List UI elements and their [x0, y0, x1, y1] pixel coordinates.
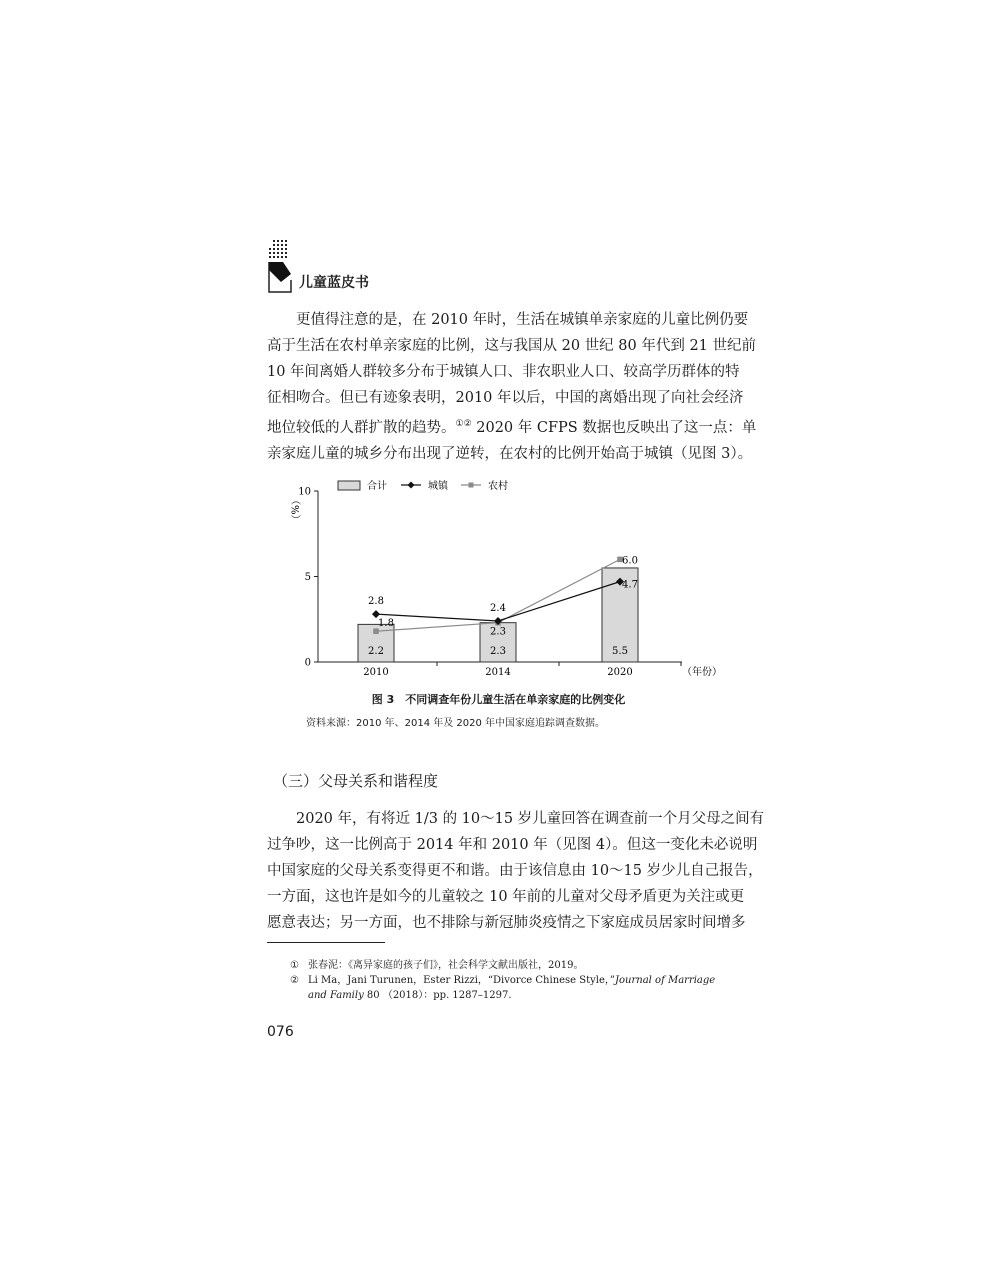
legend-label-urban: 城镇 — [428, 481, 448, 492]
legend-label-total: 合计 — [367, 481, 387, 492]
y-axis-label: （%） — [288, 495, 300, 525]
journal-title: Journal of Marriage and Family — [308, 975, 716, 1001]
series-line-urban — [376, 582, 620, 621]
x-tick-label: 2020 — [607, 667, 633, 678]
urban-value-label: 2.4 — [490, 602, 506, 614]
footnote-text: 张春泥：《离异家庭的孩子们》，社会科学文献出版社，2019。 — [308, 960, 584, 971]
marker-rural — [373, 628, 379, 634]
footnote-2 — [292, 973, 732, 1003]
text-line: 一方面，这也许是如今的儿童较之 10 年前的儿童对父母矛盾更为关注或更 — [267, 889, 745, 905]
body-paragraph-1 — [267, 307, 757, 467]
text-line: 亲家庭儿童的城乡分布出现了逆转，在农村的比例开始高于城镇（见图 3）。 — [267, 445, 753, 462]
x-axis-label: （年份） — [682, 667, 722, 678]
legend-label-rural: 农村 — [488, 481, 508, 492]
x-tick-label: 2014 — [485, 667, 511, 678]
text-line: 2020 年，有将近 1/3 的 10～15 岁儿童回答在调查前一个月父母之间有 — [296, 811, 765, 827]
y-tick-label: 10 — [298, 486, 311, 498]
urban-value-label: 2.8 — [368, 596, 384, 608]
running-header-title: 儿童蓝皮书 — [299, 275, 369, 291]
footnote-mark: ② — [290, 975, 299, 986]
footnote-text: Li Ma，Jani Turunen，Ester Rizzi，“Divorce Chinese Style，” — [308, 975, 616, 986]
rural-value-label: 2.3 — [490, 626, 506, 638]
marker-urban — [372, 610, 380, 618]
rural-value-label: 6.0 — [622, 555, 638, 567]
legend-marker-urban — [408, 482, 415, 489]
text-line: 愿意表达；另一方面，也不排除与新冠肺炎疫情之下家庭成员居家时间增多 — [267, 915, 746, 931]
text-line: 更值得注意的是，在 2010 年时，生活在城镇单亲家庭的儿童比例仍要 — [296, 312, 749, 328]
chart-legend — [338, 479, 508, 492]
bar-value-label: 2.3 — [490, 646, 506, 657]
text-line — [267, 411, 757, 441]
figure-3-chart — [270, 470, 730, 685]
y-tick-label: 5 — [304, 572, 311, 583]
legend-swatch-total — [338, 481, 360, 490]
legend-marker-rural — [469, 483, 474, 488]
text-line: 10 年间离婚人群较多分布于城镇人口、非农职业人口、较高学历群体的特 — [267, 364, 740, 380]
body-paragraph-2 — [267, 806, 765, 936]
footnote-text: 80 （2018）：pp. 1287–1297. — [363, 990, 512, 1001]
footnote-mark: ① — [290, 960, 299, 971]
y-tick-label: 0 — [304, 657, 311, 669]
book-series-logo — [267, 240, 293, 294]
footnote-separator — [267, 942, 385, 943]
rural-value-label: 1.8 — [378, 618, 394, 630]
footnote-reference[interactable]: ①② — [455, 419, 472, 429]
figure-caption: 图 3 不同调查年份儿童生活在单亲家庭的比例变化 — [371, 693, 626, 706]
x-tick-label: 2010 — [363, 667, 389, 678]
text-line: 高于生活在农村单亲家庭的比例，这与我国从 20 世纪 80 年代到 21 世纪前 — [267, 338, 757, 354]
bar-value-label: 5.5 — [612, 646, 628, 657]
footnotes — [292, 958, 732, 1003]
page-number: 076 — [267, 1024, 294, 1040]
section-heading: （三）父母关系和谐程度 — [273, 772, 439, 790]
urban-value-label: 4.7 — [622, 579, 638, 591]
footnote-1 — [292, 958, 732, 973]
figure-source-note: 资料来源：2010 年、2014 年及 2020 年中国家庭追踪调查数据。 — [306, 718, 606, 729]
text-segment: 地位较低的人群扩散的趋势。 — [267, 419, 456, 436]
bar-value-label: 2.2 — [368, 646, 384, 657]
text-line: 过争吵，这一比例高于 2014 年和 2010 年（见图 4）。但这一变化未必说明 — [267, 837, 758, 853]
text-line: 中国家庭的父母关系变得更不和谐。由于该信息由 10～15 岁少儿自己报告， — [267, 863, 763, 879]
text-line: 征相吻合。但已有迹象表明，2010 年以后，中国的离婚出现了向社会经济 — [267, 390, 744, 406]
text-segment: 2020 年 CFPS 数据也反映出了这一点：单 — [471, 419, 757, 436]
